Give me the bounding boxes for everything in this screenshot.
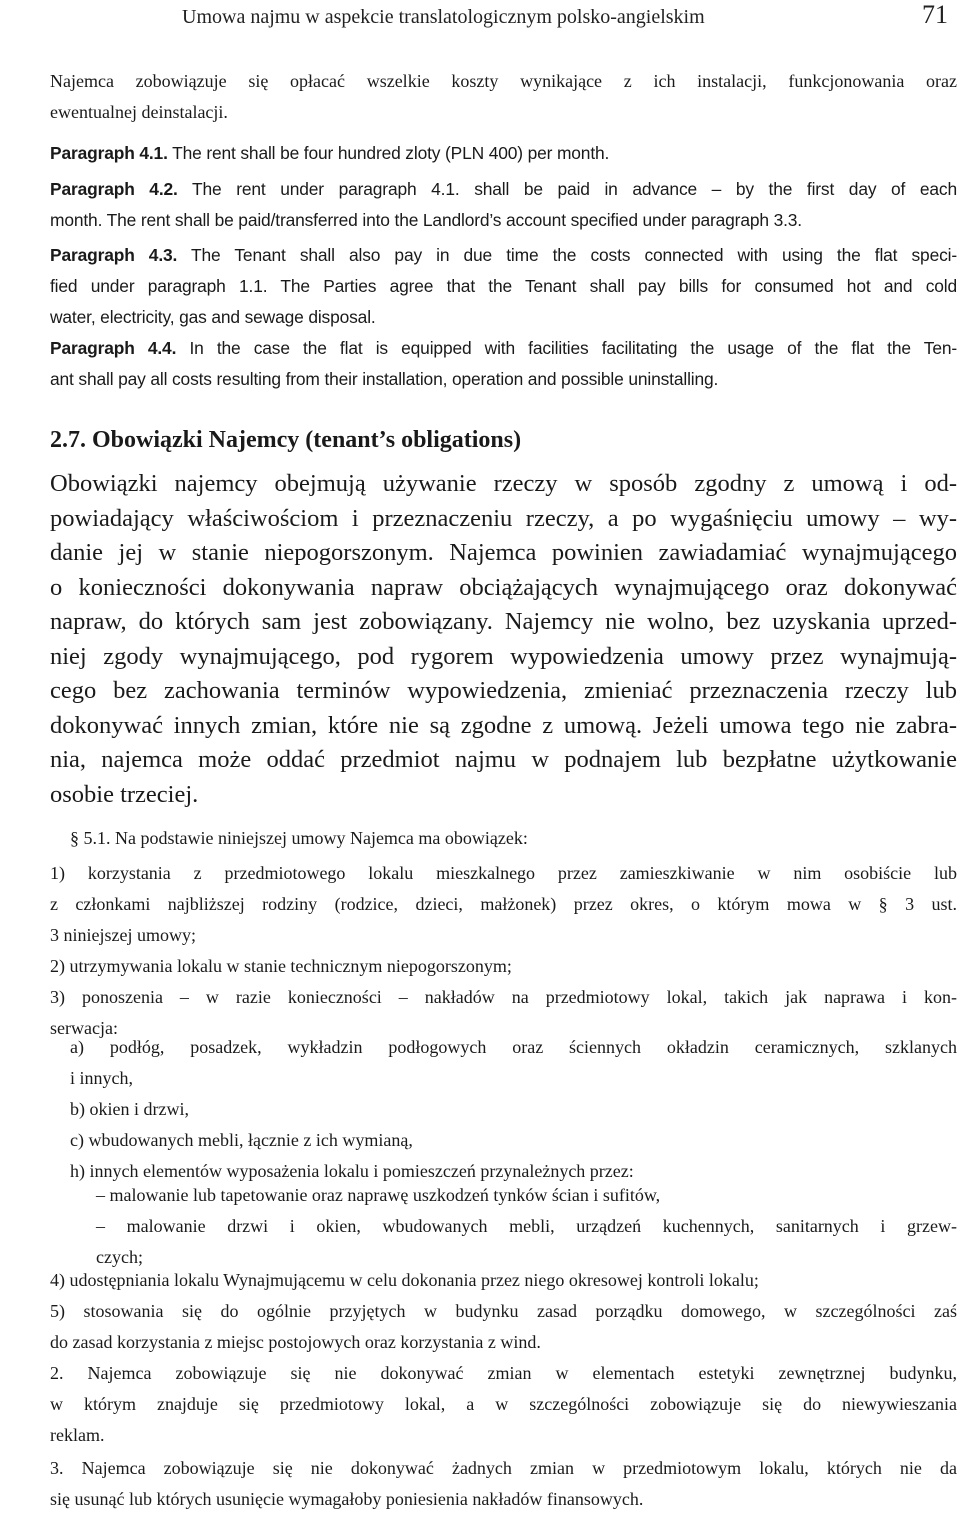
list-item-line: 4) udostępniania lokalu Wynajmującemu w celu dokonania przez niego okresowej kontroli lokalu; (50, 1270, 759, 1290)
section-heading: 2.7. Obowiązki Najemcy (tenant’s obligations) (50, 427, 522, 453)
text-line: The rent shall be four hundred zloty (PLN 400) per month. (167, 143, 610, 163)
english-paragraph-4-3 (50, 240, 957, 333)
text-line: § 5.1. Na podstawie niniejszej umowy Najemca ma obowiązek: (70, 828, 528, 848)
text-line: 2. Najemca zobowiązuje się nie dokonywać zmian w elementach estetyki zewnętrznej budynku, (50, 1363, 957, 1383)
page-number: 71 (922, 0, 948, 29)
dash-item-line: – malowanie drzwi i okien, wbudowanych mebli, urządzeń kuchennych, sanitarnych i grzew- (96, 1216, 957, 1236)
subitem-line: a) podłóg, posadzek, wykładzin podłogowych oraz ściennych okładzin ceramicznych, szklanych (70, 1037, 957, 1057)
text-line: fied under paragraph 1.1. The Parties agree that the Tenant shall pay bills for consumed hot and cold (50, 276, 957, 296)
clause-subitems (70, 1032, 957, 1187)
text-line: ant shall pay all costs resulting from their installation, operation and possible uninstalling. (50, 369, 719, 389)
clause-lead (50, 823, 957, 854)
text-line: Obowiązki najemcy obejmują używanie rzeczy w sposób zgodny z umową i od- (50, 470, 957, 497)
list-item-line: serwacja: (50, 1018, 118, 1038)
english-paragraph-4-1 (50, 138, 957, 169)
clause-items-tail (50, 1265, 957, 1358)
text-line: w którym znajduje się przedmiotowy lokal, a w szczególności zobowiązuje się do niewywieszania (50, 1394, 957, 1414)
paragraph-label: Paragraph 4.2. (50, 179, 178, 199)
text-line: nia, najemca może oddać przedmiot najmu w podnajem lub bezpłatne użytkowanie (50, 746, 957, 773)
paragraph-label: Paragraph 4.3. (50, 245, 178, 265)
text-line: month. The rent shall be paid/transferred into the Landlord’s account specified under paragraph 3.3. (50, 210, 802, 230)
text-line: się usunąć lub których usunięcie wymagałoby poniesienia nakładów finansowych. (50, 1489, 644, 1509)
list-item-line: z członkami najbliższej rodziny (rodzice, dzieci, małżonek) przez okres, o którym mowa w § 3 ust. (50, 894, 957, 914)
text-line: o konieczności dokonywania napraw obciążających wynajmującego oraz dokonywać (50, 573, 957, 601)
text-line: cego bez zachowania terminów wypowiedzenia, zmieniać przeznaczenia rzeczy lub (50, 677, 957, 704)
text-line: napraw, do których sam jest zobowiązany. Najemcy nie wolno, bez uzyskania uprzed- (50, 608, 957, 635)
text-line: 3. Najemca zobowiązuje się nie dokonywać żadnych zmian w przedmiotowym lokalu, których nie da (50, 1458, 957, 1478)
text-line: The Tenant shall also pay in due time the costs connected with using the flat speci- (177, 245, 957, 265)
text-line: ewentualnej deinstalacji. (50, 102, 228, 122)
list-item-line: 3) ponoszenia – w razie konieczności – nakładów na przedmiotowy lokal, takich jak naprawa i kon- (50, 987, 957, 1007)
paragraph-label: Paragraph 4.1. (50, 143, 168, 163)
text-line: osobie trzeciej. (50, 780, 199, 808)
text-line: The rent under paragraph 4.1. shall be paid in advance – by the first day of each (177, 179, 957, 199)
list-item-line: 5) stosowania się do ogólnie przyjętych w budynku zasad porządku domowego, w szczególności zaś (50, 1301, 957, 1321)
list-item-line: 3 niniejszej umowy; (50, 925, 196, 945)
text-line: danie jej w stanie niepogorszonym. Najemca powinien zawiadamiać wynajmującego (50, 539, 957, 566)
list-item-line: do zasad korzystania z miejsc postojowych oraz korzystania z wind. (50, 1332, 541, 1352)
list-item-line: 1) korzystania z przedmiotowego lokalu mieszkalnego przez zamieszkiwanie w nim osobiście lub (50, 863, 957, 883)
text-line: Najemca zobowiązuje się opłacać wszelkie koszty wynikające z ich instalacji, funkcjonowania oraz (50, 71, 957, 91)
subitem-line: c) wbudowanych mebli, łącznie z ich wymianą, (70, 1130, 413, 1150)
running-title: Umowa najmu w aspekcie translatologicznym polsko-angielskim (182, 6, 705, 28)
dash-item-line: – malowanie lub tapetowanie oraz naprawę uszkodzeń tynków ścian i sufitów, (96, 1185, 661, 1205)
dash-item-line: czych; (96, 1247, 143, 1267)
clause-dash-items (96, 1180, 957, 1273)
text-line: niej zgody wynajmującego, pod rygorem wypowiedzenia umowy przez wynajmują- (50, 642, 957, 670)
text-line: water, electricity, gas and sewage disposal. (50, 307, 376, 327)
subitem-line: h) innych elementów wyposażenia lokalu i pomieszczeń przynależnych przez: (70, 1161, 634, 1181)
text-line: powiadający właściwościom i przeznaczeniu rzeczy, a po wygaśnięciu umowy – wy- (50, 504, 957, 532)
clause-point-3 (50, 1453, 957, 1515)
clause-items (50, 858, 957, 1044)
subitem-line: b) okien i drzwi, (70, 1099, 189, 1119)
paragraph-label: Paragraph 4.4. (50, 338, 177, 358)
text-line: In the case the flat is equipped with facilities facilitating the usage of the flat the Ten- (176, 338, 958, 358)
section-body (50, 467, 957, 812)
text-line: dokonywać innych zmian, które nie są zgodne z umową. Jeżeli umowa tego nie zabra- (50, 711, 957, 739)
english-paragraph-4-4 (50, 333, 957, 395)
subitem-line: i innych, (70, 1068, 133, 1088)
list-item-line: 2) utrzymywania lokalu w stanie technicznym niepogorszonym; (50, 956, 512, 976)
intro-paragraph (50, 66, 957, 128)
text-line: reklam. (50, 1425, 105, 1445)
english-paragraph-4-2 (50, 174, 957, 236)
clause-point-2 (50, 1358, 957, 1451)
